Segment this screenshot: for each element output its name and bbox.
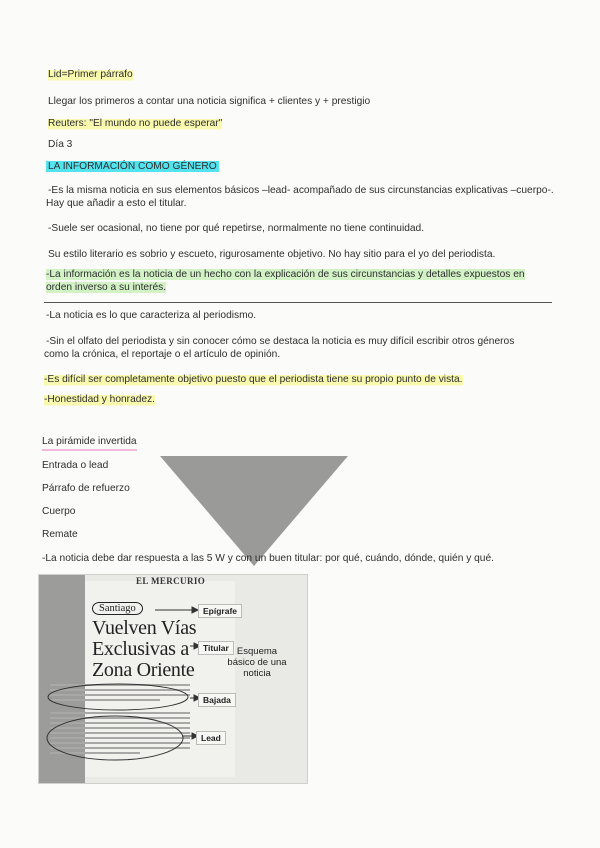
pyramid-note: -La noticia debe dar respuesta a las 5 W y con un buen titular: por qué, cuándo, dónde, quién y qué. — [42, 553, 494, 564]
paragraph-1a: -Es la misma noticia en sus elementos básicos –lead- acompañado de sus circunstancias explicativas –cuerpo-. — [48, 185, 554, 196]
paragraph-5: -La noticia es lo que caracteriza al periodismo. — [46, 310, 257, 321]
paragraph-1b: Hay que añadir a esto el titular. — [46, 198, 187, 209]
figure-description-line-2: básico de una — [227, 657, 287, 668]
inverted-pyramid-triangle — [160, 456, 348, 566]
paragraph-4b — [46, 281, 166, 294]
figure-description-line-3: noticia — [243, 668, 271, 679]
section-heading-text: LA INFORMACIÓN COMO GÉNERO — [48, 161, 217, 172]
figure-masthead: EL MERCURIO — [136, 576, 206, 586]
paragraph-6b: como la crónica, el reportaje o el artículo de opinión. — [44, 349, 281, 360]
figure-kicker: Santiago — [92, 602, 143, 615]
figure-lead-lines — [50, 712, 190, 757]
paragraph-7: -Es difícil ser completamente objetivo puesto que el periodista tiene su propio punto de vista. — [44, 374, 463, 385]
note-line-dia: Día 3 — [48, 139, 73, 150]
figure-headline-1: Vuelven Vías — [92, 617, 197, 639]
note-line-lid: Lid=Primer párrafo — [48, 69, 133, 80]
note-line-reuters: Reuters: "El mundo no puede esperar" — [48, 118, 223, 129]
pyramid-item-remate: Remate — [42, 529, 78, 540]
figure-bajada-lines — [50, 684, 190, 704]
paragraph-6a: -Sin el olfato del periodista y sin conocer cómo se destaca la noticia es muy difícil escribir otros géneros — [46, 336, 515, 347]
figure-label-lead: Lead — [196, 731, 226, 745]
paragraph-4a-text: -La información es la noticia de un hecho con la explicación de sus circunstancias y detalles expuestos en — [46, 269, 525, 280]
pyramid-item-entrada: Entrada o lead — [42, 460, 109, 471]
pyramid-item-refuerzo: Párrafo de refuerzo — [42, 483, 130, 494]
figure-description-line-1: Esquema — [236, 646, 278, 657]
figure-label-bajada: Bajada — [198, 693, 236, 707]
pyramid-title: La pirámide invertida — [42, 435, 137, 451]
figure-label-epigrafe: Epígrafe — [198, 604, 242, 618]
paragraph-3: Su estilo literario es sobrio y escueto, rigurosamente objetivo. No hay sitio para el yo del periodista. — [48, 249, 496, 260]
divider-line — [44, 302, 552, 303]
section-heading — [46, 160, 219, 173]
pyramid-item-cuerpo: Cuerpo — [42, 506, 76, 517]
paragraph-8: -Honestidad y honradez. — [44, 394, 155, 405]
figure-label-titular: Titular — [198, 641, 234, 655]
figure-headline-2: Exclusivas a — [92, 638, 189, 660]
note-line-primeros: Llegar los primeros a contar una noticia significa + clientes y + prestigio — [48, 96, 371, 107]
figure-description — [226, 646, 288, 679]
paragraph-4a — [46, 268, 525, 281]
paragraph-2: -Suele ser ocasional, no tiene por qué repetirse, normalmente no tiene continuidad. — [48, 223, 425, 234]
paragraph-4b-text: orden inverso a su interés. — [46, 282, 167, 293]
figure-headline-3: Zona Oriente — [92, 659, 195, 681]
